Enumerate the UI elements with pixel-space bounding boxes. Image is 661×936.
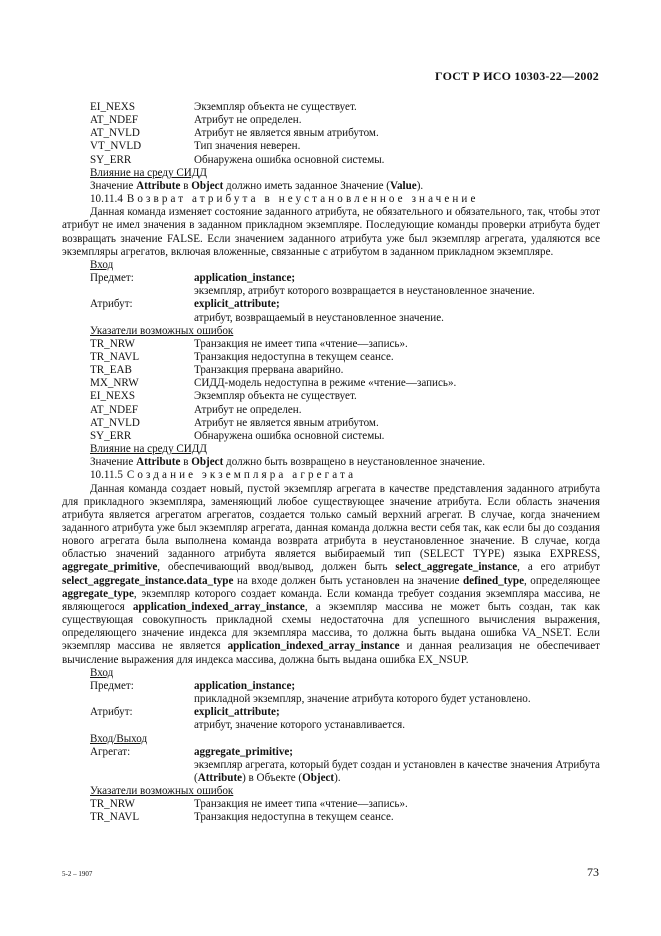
section-heading-10-11-5: 10.11.5 Создание экземпляра агрегата	[90, 469, 357, 482]
inout-heading: Вход/Выход	[90, 732, 148, 745]
argument-description: экземпляр агрегата, который будет создан и установлен в качестве значения Атрибута (Attribute) в Объекте (Object).	[194, 758, 600, 784]
document-body	[62, 101, 600, 825]
section-heading-10-11-4: 10.11.4 Возврат атрибута в неустановленное значение	[90, 193, 479, 206]
error-row: AT_NDEF Атрибут не определен.	[90, 403, 302, 416]
error-row: EI_NEXS Экземпляр объекта не существует.	[90, 390, 357, 403]
error-row: TR_EAB Транзакция прервана аварийно.	[90, 364, 344, 377]
error-text: Экземпляр объекта не существует.	[194, 101, 357, 113]
argument-subject: Предмет: application_instance;	[90, 272, 296, 285]
error-code: EI_NEXS	[90, 101, 135, 113]
argument-subject: Предмет: application_instance;	[90, 679, 296, 692]
error-row: TR_NAVL Транзакция недоступна в текущем сеансе.	[90, 811, 394, 824]
argument-description: атрибут, возвращаемый в неустановленное значение.	[194, 311, 444, 324]
error-row: SY_ERR Обнаружена ошибка основной системы.	[90, 429, 385, 442]
error-text: Атрибут не является явным атрибутом.	[194, 127, 379, 140]
error-row	[62, 140, 600, 153]
effect-text: Значение Attribute в Object должно иметь заданное Значение (Value).	[90, 179, 424, 192]
error-list-2	[62, 338, 600, 443]
error-row	[62, 127, 600, 140]
argument-attribute: Атрибут: explicit_attribute;	[90, 706, 280, 719]
standard-header: ГОСТ Р ИСО 10303-22—2002	[435, 69, 599, 83]
error-row: TR_NRW Транзакция не имеет типа «чтение—запись».	[90, 337, 408, 350]
effect-text: Значение Attribute в Object должно быть возвращено в неустановленное значение.	[90, 456, 485, 469]
argument-description: прикладной экземпляр, значение атрибута которого будет установлено.	[194, 693, 531, 706]
error-row	[62, 114, 600, 127]
print-code: 5-2 – 1907	[62, 870, 93, 878]
error-row: MX_NRW СИДД-модель недоступна в режиме «чтение—запись».	[90, 377, 457, 390]
error-text: Обнаружена ошибка основной системы.	[194, 153, 385, 166]
error-row: AT_NVLD Атрибут не является явным атрибутом.	[90, 416, 379, 429]
argument-aggregate: Агрегат: aggregate_primitive;	[90, 745, 293, 758]
error-row	[62, 101, 600, 114]
error-row: TR_NRW Транзакция не имеет типа «чтение—запись».	[90, 798, 408, 811]
input-heading: Вход	[90, 666, 114, 679]
errors-heading: Указатели возможных ошибок	[90, 785, 234, 798]
argument-description: экземпляр, атрибут которого возвращается в неустановленное значение.	[194, 285, 535, 298]
error-row	[62, 154, 600, 167]
error-code: VT_NVLD	[90, 140, 142, 153]
error-code: AT_NDEF	[90, 114, 139, 127]
error-list-1	[62, 101, 600, 167]
input-heading: Вход	[90, 258, 114, 271]
error-code: AT_NVLD	[90, 127, 140, 140]
error-list-3	[62, 798, 600, 824]
error-row: TR_NAVL Транзакция недоступна в текущем сеансе.	[90, 350, 394, 363]
error-text: Тип значения неверен.	[194, 140, 301, 153]
errors-heading: Указатели возможных ошибок	[90, 324, 234, 337]
argument-description: атрибут, значение которого устанавливается.	[194, 719, 405, 732]
error-code: SY_ERR	[90, 153, 132, 166]
error-text: Атрибут не определен.	[194, 114, 302, 127]
effect-heading: Влияние на среду СИДД	[90, 443, 207, 456]
section-paragraph: Данная команда создает новый, пустой экземпляр агрегата в качестве представления заданного атрибута для прикладного экземпляра, заменяющий любое существующее значение атрибута. Если область значения атрибута является агрегатом агрегатов, создается только самый верхний агрегат. В случае, когда значением заданного атрибута уже был экземпляр агрегата, данная команда должна вести себя так, как если бы до создания нового агрегата была выполнена команда возврата атрибута в неустановленное значение. В случае, когда областью значений заданного атрибута является выбираемый тип (SELECT TYPE) языка EXPRESS, aggregate_primitive, обеспечивающий ввод/вывод, должен быть select_aggregate_instance, а его атрибут select_aggregate_instance.data_type на входе должен быть установлен на значение defined_type, определяющее aggregate_type, экземпляр которого создает команда. Если команда требует создания экземпляра массива, не являющегося application_indexed_array_instance, а экземпляр массива не может быть создан, так как существующая совокупность прикладной схемы недостаточна для успешного вычисления выражения, определяющего значение индекса для экземпляра массива, то должна быть выдана ошибка VA_NSET. Если экземпляр массива не является application_indexed_array_instance и данная реализация не обеспечивает вычисление выражения для индекса массива, должна быть выдана ошибка EX_NSUP.	[62, 482, 601, 666]
effect-heading: Влияние на среду СИДД	[90, 166, 207, 179]
page-number: 73	[587, 865, 599, 879]
section-paragraph: Данная команда изменяет состояние заданного атрибута, не обязательного и обязательного, так, чтобы этот атрибут не имел значения в заданном прикладном экземпляре. Последующие команды проверки атрибута будет возвращать значение FALSE. Если значением заданного атрибута уже был экземпляр агрегата, удаляются все экземпляры агрегатов, включая вложенные, связанные с атрибутом в заданном прикладном экземпляре.	[62, 206, 600, 258]
argument-attribute: Атрибут: explicit_attribute;	[90, 298, 280, 311]
